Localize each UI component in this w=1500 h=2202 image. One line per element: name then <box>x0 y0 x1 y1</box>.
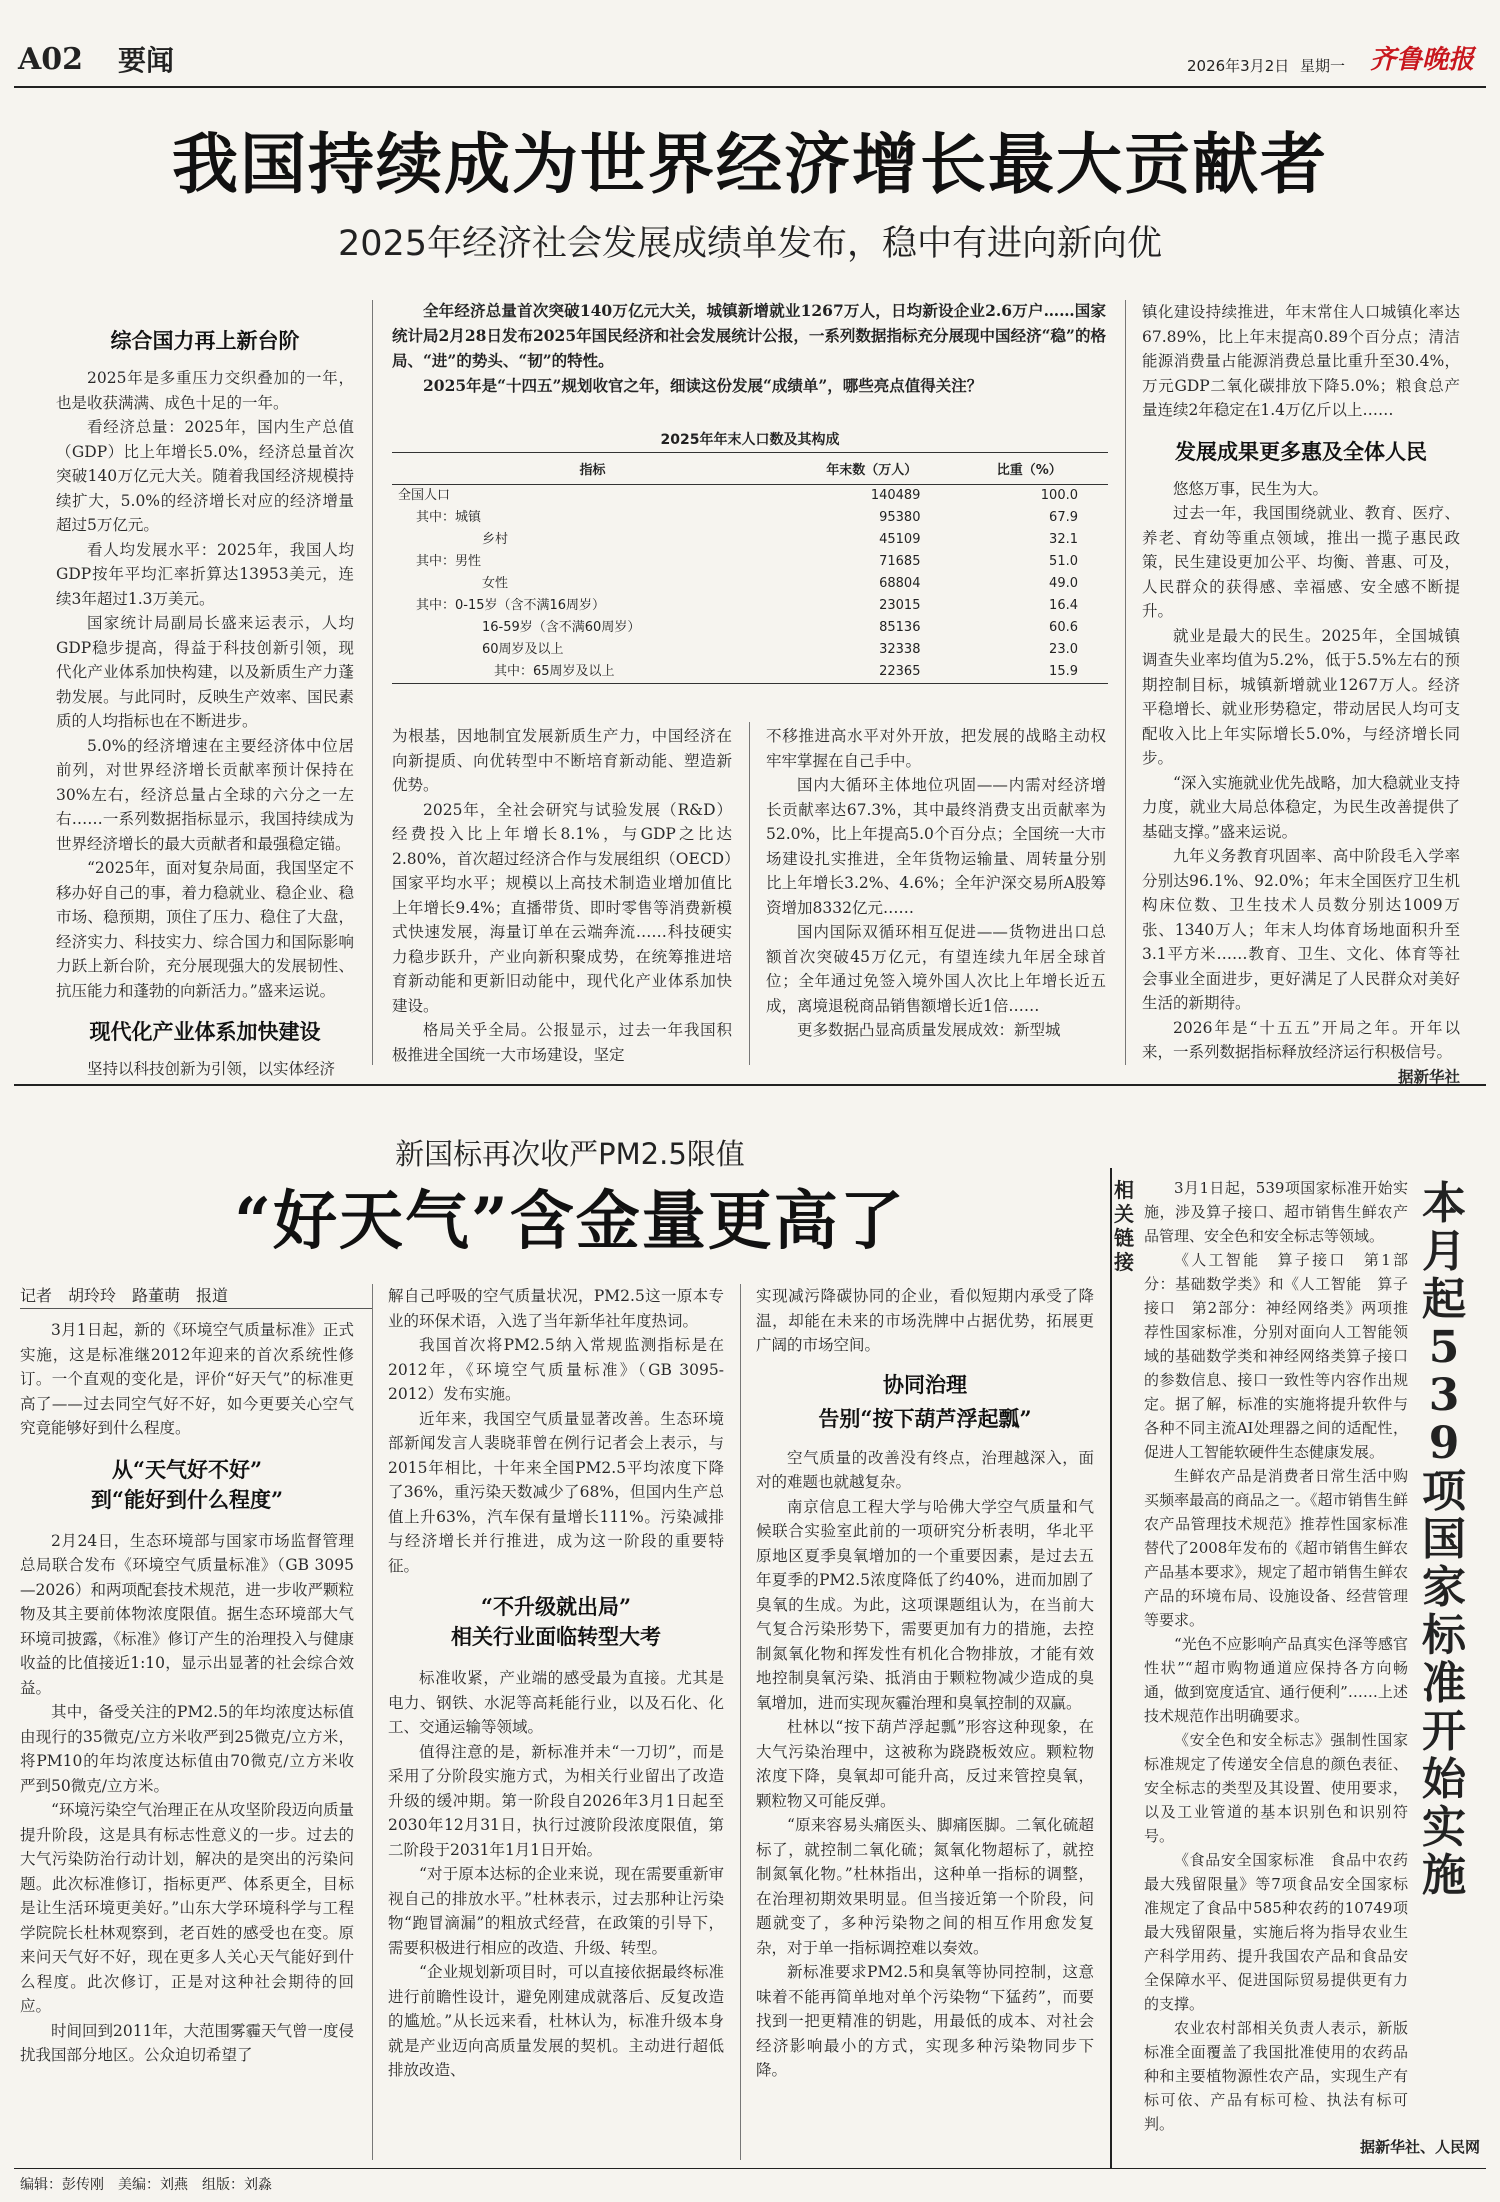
subheading-overall-strength: 综合国力再上新台阶 <box>110 328 300 353</box>
table-cell-count: 45109 <box>879 532 921 547</box>
table-cell-count: 85136 <box>879 620 921 635</box>
header-weekday: 星期一 <box>1300 57 1346 75</box>
subheading-benefits: 发展成果更多惠及全体人民 <box>1175 438 1427 464</box>
section-label: 要闻 <box>118 44 175 77</box>
paragraph: 2025年是多重压力交织叠加的一年，也是收获满满、成色十足的一年。 <box>56 369 354 412</box>
table-header-share: 比重（%） <box>950 453 1108 485</box>
paragraph: 5.0%的经济增速在主要经济体中位居前列，对世界经济增长贡献率预计保持在30%左右，经济总量占全球的六分之一左右……一系列数据指标显示，我国持续成为世界经济增长的最大贡献者和最强稳定锚。 <box>56 736 354 853</box>
story2-byline: 记者 胡玲玲 路董萌 报道 <box>20 1286 229 1305</box>
paragraph: 《人工智能 算子接口 第1部分：基础数学类》和《人工智能 算子接口 第2部分：神经网络类》两项推荐性国家标准，分别对面向人工智能领域的基础数学类和神经网络类算子接口的参数信息、接口一致性等内容作出规定。据了解，标准的实施将提升软件与各种不同主流AI处理器之间的适配性，促进人工智能软硬件生态健康发展。 <box>1144 1251 1408 1461</box>
lead-subheadline: 2025年经济社会发展成绩单发布，稳中有进向新向优 <box>337 224 1163 264</box>
table-cell-share: 23.0 <box>1049 642 1078 657</box>
paragraph: 3月1日起，539项国家标准开始实施，涉及算子接口、超市销售生鲜农产品管理、安全色和安全标志等领域。 <box>1144 1179 1408 1245</box>
paragraph: 其中，备受关注的PM2.5的年均浓度达标值由现行的35微克/立方米收严到25微克/立方米，将PM10的年均浓度达标值由70微克/立方米收严到50微克/立方米。 <box>20 1703 354 1795</box>
paragraph: 值得注意的是，新标准并未“一刀切”，而是采用了分阶段实施方式，为相关行业留出了改造升级的缓冲期。第一阶段自2026年3月1日起至2030年12月31日，执行过渡阶段浓度限值，第二阶段于2031年1月1日开始。 <box>388 1742 724 1859</box>
table-cell-label: 其中：0-15岁（含不满16周岁） <box>416 598 606 613</box>
table-cell-label: 其中：65周岁及以上 <box>392 661 793 684</box>
story2-kicker: 新国标再次收严PM2.5限值 <box>395 1137 745 1171</box>
story2-column-2 <box>388 1284 724 2158</box>
table-cell-label: 其中：城镇 <box>416 510 482 525</box>
story2-column-1 <box>20 1318 354 2158</box>
paragraph: “原来容易头痛医头、脚痛医脚。二氧化硫超标了，就控制二氧化硫；氮氧化物超标了，就控制氮氧化物。”杜林指出，这种单一指标的调整，在治理初期效果明显。但当接近第一个阶段，问题就变了，多种污染物之间的相互作用愈发复杂，对于单一指标调控难以奏效。 <box>756 1816 1094 1957</box>
credit: 据新华社 <box>1397 1066 1460 1086</box>
table-cell-share: 32.1 <box>1049 532 1078 547</box>
table-cell-count: 71685 <box>879 554 921 569</box>
header-rule <box>14 86 1486 88</box>
paragraph: 国内国际双循环相互促进——货物进出口总额首次突破45万亿元，有望连续九年居全球首位；全年通过免签入境外国人次比上年增长近五成，离境退税商品销售额增长近1倍…… <box>766 923 1106 1015</box>
paragraph: 镇化建设持续推进，年末常住人口城镇化率达67.89%，比上年末提高0.89个百分点；清洁能源消费量占能源消费总量比重升至30.4%，万元GDP二氧化碳排放下降5.0%；粮食总产量连续2年稳定在1.4万亿斤以上…… <box>1142 303 1460 419</box>
paragraph: 国内大循环主体地位巩固——内需对经济增长贡献率达67.3%，其中最终消费支出贡献率为52.0%，比上年提高5.0个百分点；全国统一大市场建设扎实推进，全年货物运输量、周转量分别比上年增长3.2%、4.6%；全年沪深交易所A股筹资增加8332亿元…… <box>766 776 1106 917</box>
paragraph: 过去一年，我国围绕就业、教育、医疗、养老、育幼等重点领域，推出一揽子惠民政策，民生建设更加公平、均衡、普惠、可及，人民群众的获得感、幸福感、安全感不断提升。 <box>1142 504 1460 620</box>
paragraph: 为根基，因地制宜发展新质生产力，中国经济在向新提质、向优转型中不断培育新动能、塑造新优势。 <box>392 727 732 794</box>
paragraph: 九年义务教育巩固率、高中阶段毛入学率分别达96.1%、92.0%；年末全国医疗卫生机构床位数、卫生技术人员数分别达1009万张、1340万人；年末人均体育场地面积升至3.1平方米……教育、卫生、文化、体育等社会事业全面进步，更好满足了人民群众对美好生活的新期待。 <box>1142 847 1460 1012</box>
paragraph: 时间回到2011年，大范围雾霾天气曾一度侵扰我国部分地区。公众迫切希望了 <box>20 2021 354 2064</box>
paragraph: 2026年是“十五五”开局之年。开年以来，一系列数据指标释放经济运行积极信号。 <box>1142 1018 1460 1061</box>
table-cell-label: 60周岁及以上 <box>482 642 564 657</box>
table-cell-count: 95380 <box>879 510 921 525</box>
sidebar-label: 相关链接 <box>1114 1178 1134 1274</box>
table-cell-share: 67.9 <box>1049 510 1078 525</box>
subheading-industry: “不升级就出局” 相关行业面临转型大考 <box>451 1594 661 1649</box>
table-cell-count: 32338 <box>879 642 921 657</box>
table-row <box>392 485 1108 508</box>
paragraph: 2月24日，生态环境部与国家市场监督管理总局联合发布《环境空气质量标准》（GB 3095—2026）和两项配套技术规范，进一步收严颗粒物及其主要前体物浓度限值。据生态环境部大气环境司披露，《标准》修订产生的治理投入与健康收益的比值接近1:10，显示出显著的社会综合效益。 <box>20 1531 354 1697</box>
subheading-coordinated-2: 告别“按下葫芦浮起瓢” <box>818 1405 1032 1431</box>
table-row <box>392 529 1108 551</box>
section-divider <box>14 1084 1486 1086</box>
lead-headline: 我国持续成为世界经济增长最大贡献者 <box>172 125 1328 203</box>
footer-rule <box>14 2168 1486 2169</box>
table-row <box>392 551 1108 573</box>
paragraph: 格局关乎全局。公报显示，过去一年我国积极推进全国统一大市场建设，坚定 <box>392 1021 732 1064</box>
table-row <box>392 595 1108 617</box>
table-cell-count: 23015 <box>879 598 921 613</box>
lead-column-3 <box>766 724 1106 1064</box>
paragraph: 国家统计局副局长盛来运表示，人均GDP稳步提高，得益于科技创新引领，现代化产业体系加快构建，以及新质生产力蓬勃发展。与此同时，反映生产效率、国民素质的人均指标也在不断进步。 <box>56 614 354 730</box>
byline-rule <box>20 1308 372 1309</box>
paragraph: 我国首次将PM2.5纳入常规监测指标是在2012年，《环境空气质量标准》（GB 3095-2012）发布实施。 <box>388 1336 724 1403</box>
table-cell-count: 22365 <box>793 661 951 684</box>
paragraph: 不移推进高水平对外开放，把发展的战略主动权牢牢掌握在自己手中。 <box>766 727 1106 770</box>
table-cell-share: 60.6 <box>1049 620 1078 635</box>
lead-column-2 <box>392 724 732 1064</box>
lead-column-4 <box>1142 300 1460 1086</box>
intro-question: 2025年是“十四五”规划收官之年，细读这份发展“成绩单”，哪些亮点值得关注？ <box>423 376 983 395</box>
column-divider <box>1125 300 1126 1065</box>
lead-column-1 <box>56 320 354 1078</box>
paragraph: 近年来，我国空气质量显著改善。生态环境部新闻发言人裴晓菲曾在例行记者会上表示，与2015年相比，十年来全国PM2.5平均浓度下降了36%，重污染天数减少了68%，但国内生产总值上升63%，汽车保有量增长111%。污染减排与经济增长并行推进，成为这一阶段的重要特征。 <box>388 1409 724 1575</box>
paragraph: 看经济总量：2025年，国内生产总值（GDP）比上年增长5.0%，经济总量首次突破140万亿元大关。随着我国经济规模持续扩大，5.0%的经济增长对应的经济增量超过5万亿元。 <box>56 418 354 534</box>
page-header <box>0 0 1500 92</box>
paragraph: 看人均发展水平：2025年，我国人均GDP按年平均汇率折算达13953美元，连续3年超过1.3万美元。 <box>56 540 354 608</box>
subheading-how-good: 从“天气好不好” 到“能好到什么程度” <box>90 1456 284 1512</box>
table-cell-share: 15.9 <box>950 661 1108 684</box>
column-divider <box>372 1284 373 2160</box>
paragraph: “对于原本达标的企业来说，现在需要重新审视自己的排放水平。”杜林表示，过去那种让污染物“跑冒滴漏”的粗放式经营，在政策的引导下，需要积极进行相应的改造、升级、转型。 <box>388 1865 724 1957</box>
paragraph: 就业是最大的民生。2025年，全国城镇调查失业率均值为5.2%，低于5.5%左右的预期控制目标，城镇新增就业1267万人。经济平稳增长、就业形势稳定，带动居民人均可支配收入比上年实际增长5.0%，与经济增长同步。 <box>1142 626 1460 767</box>
population-table <box>392 428 1108 710</box>
page-code: A02 <box>18 42 84 77</box>
table-title: 2025年年末人口数及其构成 <box>660 432 840 448</box>
subheading-modern-industry: 现代化产业体系加快建设 <box>89 1019 321 1044</box>
paragraph: 更多数据凸显高质量发展成效：新型城 <box>797 1021 1061 1039</box>
table-header-count: 年末数（万人） <box>793 453 951 485</box>
paragraph: 2025年，全社会研究与试验发展（R&D）经费投入比上年增长8.1%，与GDP之比达2.80%，首次超过经济合作与发展组织（OECD）国家平均水平；规模以上高技术制造业增加值比上年增长9.4%；直播带货、即时零售等消费新模式快速发展，海量订单在云端奔流……科技硬实力稳步跃升，产业向新积聚成势，在统筹推进培育新动能和更新旧动能中，现代化产业体系加快建设。 <box>392 800 732 1015</box>
column-divider <box>372 300 373 1065</box>
paragraph: “光色不应影响产品真实色泽等感官性状”“超市购物通道应保持各方向畅通，做到宽度适宜、通行便利”……上述技术规范作出明确要求。 <box>1144 1635 1408 1725</box>
intro-text: 全年经济总量首次突破140万亿元大关，城镇新增就业1267万人，日均新设企业2.6万户……国家统计局2月28日发布2025年国民经济和社会发展统计公报，一系列数据指标充分展现中国经济“稳”的格局、“进”的势头、“韧”的特性。 <box>392 301 1106 370</box>
header-date: 2026年3月2日 <box>1187 57 1290 75</box>
column-divider <box>740 1284 741 2160</box>
sidebar-body <box>1144 1176 1408 2140</box>
sidebar-title: 本月起539项国家标准开始实施 <box>1422 1178 1466 1901</box>
story2-headline: “好天气”含金量更高了 <box>234 1184 906 1259</box>
subheading-coordinated: 协同治理 <box>883 1371 967 1397</box>
paragraph: 空气质量的改善没有终点，治理越深入，面对的难题也就越复杂。 <box>756 1448 1094 1491</box>
paragraph: 农业农村部相关负责人表示，新版标准全面覆盖了我国批准使用的农药品种和主要植物源性农产品，实现生产有标可依、产品有标可检、执法有标可判。 <box>1144 2019 1408 2133</box>
footer-credits: 编辑：彭传刚 美编：刘燕 组版：刘淼 <box>20 2177 272 2193</box>
paragraph: 坚持以科技创新为引领，以实体经济 <box>87 1060 336 1078</box>
paragraph: “2025年，面对复杂局面，我国坚定不移办好自己的事，着力稳就业、稳企业、稳市场、稳预期，顶住了压力、稳住了大盘，经济实力、科技实力、综合国力和国际影响力跃上新台阶，充分展现强大的发展韧性、抗压能力和蓬勃的向新活力。”盛来运说。 <box>56 859 354 1000</box>
paragraph: 新标准要求PM2.5和臭氧等协同控制，这意味着不能再简单地对单个污染物“下猛药”，而要找到一把更精准的钥匙，用最低的成本、对社会经济影响最小的方式，实现多种污染物同步下降。 <box>756 1963 1094 2079</box>
paragraph: “环境污染空气治理正在从攻坚阶段迈向质量提升阶段，这是具有标志性意义的一步。过去的大气污染防治行动计划，解决的是突出的污染问题。此次标准修订，指标更严、体系更全，目标是让生活环境更美好。”山东大学环境科学与工程学院院长杜林观察到，老百姓的感受也在变。原来问天气好不好，现在更多人关心天气能好到什么程度。此次修订，正是对这种社会期待的回应。 <box>20 1801 354 2015</box>
table-row <box>392 661 1108 684</box>
table-row <box>392 617 1108 639</box>
table-row <box>392 507 1108 529</box>
paragraph: 标准收紧，产业端的感受最为直接。尤其是电力、钢铁、水泥等高耗能行业，以及石化、化工、交通运输等领域。 <box>388 1669 724 1736</box>
paragraph: 《食品安全国家标准 食品中农药最大残留限量》等7项食品安全国家标准规定了食品中585种农药的10749项最大残留限量，实施后将为指导农业生产科学用药、提升我国农产品和食品安全保障水平、促进国际贸易提供更有力的支撑。 <box>1144 1851 1408 2013</box>
table-cell-count: 68804 <box>879 576 921 591</box>
paragraph: 《安全色和安全标志》强制性国家标准规定了传递安全信息的颜色表征、安全标志的类型及其设置、使用要求，以及工业管道的基本识别色和识别符号。 <box>1144 1731 1408 1845</box>
table-cell-share: 16.4 <box>1049 598 1078 613</box>
table-row <box>392 573 1108 595</box>
table-cell-count: 140489 <box>870 488 921 503</box>
table-row <box>392 639 1108 661</box>
paragraph: “企业规划新项目时，可以直接依据最终标准进行前瞻性设计，避免刚建成就落后、反复改造的尴尬。”从长远来看，杜林认为，标准升级本身就是产业迈向高质量发展的契机。主动进行超低排放改造、 <box>388 1963 724 2079</box>
paragraph: 南京信息工程大学与哈佛大学空气质量和气候联合实验室此前的一项研究分析表明，华北平原地区夏季臭氧增加的一个重要因素，是过去五年夏季的PM2.5浓度降低了约40%，进而加剧了臭氧的生成。为此，这项课题组认为，在当前大气复合污染形势下，需要更加有力的措施，去控制氮氧化物和挥发性有机化合物排放，才能有效地控制臭氧污染、抵消由于颗粒物减少造成的臭氧增加，进而实现灰霾治理和臭氧控制的双赢。 <box>756 1497 1094 1712</box>
paragraph: 实现减污降碳协同的企业，看似短期内承受了降温，却能在未来的市场洗牌中占据优势，拓展更广阔的市场空间。 <box>756 1287 1094 1354</box>
paragraph: 3月1日起，新的《环境空气质量标准》正式实施，这是标准继2012年迎来的首次系统性修订。一个直观的变化是，评价“好天气”的标准更高了——过去同空气好不好，如今更要关心空气究竟能够好到什么程度。 <box>20 1321 354 1437</box>
table-cell-label: 16-59岁（含不满60周岁） <box>482 620 641 635</box>
table-header-indicator: 指标 <box>392 453 793 485</box>
table-cell-label: 乡村 <box>482 532 509 547</box>
paragraph: 解自己呼吸的空气质量状况，PM2.5这一原本专业的环保术语，入选了当年新华社年度热词。 <box>388 1287 724 1330</box>
paragraph: 杜林以“按下葫芦浮起瓢”形容这种现象，在大气污染治理中，这被称为跷跷板效应。颗粒物浓度下降，臭氧却可能升高，反过来管控臭氧，颗粒物又可能反弹。 <box>756 1718 1094 1810</box>
table-cell-share: 49.0 <box>1049 576 1078 591</box>
table-body <box>392 452 1108 684</box>
table-cell-share: 100.0 <box>1040 488 1078 503</box>
lead-intro <box>392 298 1106 426</box>
paragraph: “深入实施就业优先战略，加大稳就业支持力度，就业大局总体稳定，为民生改善提供了基础支撑。”盛来运说。 <box>1142 773 1460 841</box>
paragraph: 生鲜农产品是消费者日常生活中购买频率最高的商品之一。《超市销售生鲜农产品管理技术规范》推荐性国家标准替代了2008年发布的《超市销售生鲜农产品基本要求》，规定了超市销售生鲜农产品的环境布局、设施设备、经营管理等要求。 <box>1144 1467 1408 1629</box>
table-cell-label: 其中：男性 <box>416 554 482 569</box>
sidebar-credit: 据新华社、人民网 <box>1359 2138 1480 2156</box>
paragraph: 悠悠万事，民生为大。 <box>1173 479 1329 498</box>
table-cell-label: 全国人口 <box>398 488 451 503</box>
column-divider <box>749 722 750 1065</box>
masthead-logo: 齐鲁晚报 <box>1370 45 1475 75</box>
table-cell-share: 51.0 <box>1049 554 1078 569</box>
table-cell-label: 女性 <box>482 576 509 591</box>
story2-column-3 <box>756 1284 1094 2158</box>
